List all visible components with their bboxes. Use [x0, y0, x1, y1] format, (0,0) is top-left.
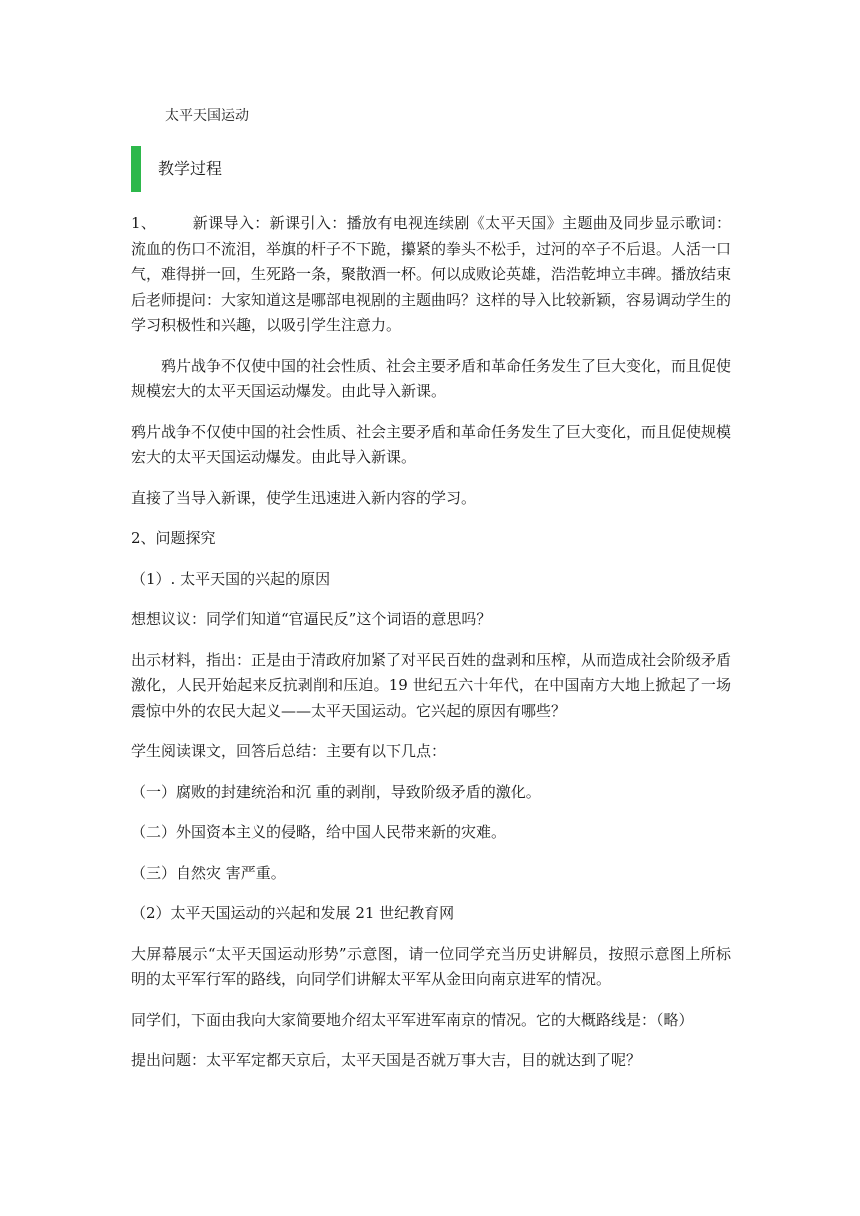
section-title: 教学过程: [158, 159, 223, 178]
paragraph: 学生阅读课文，回答后总结：主要有以下几点：: [131, 742, 447, 760]
section-accent-bar: [131, 146, 141, 192]
paragraph: （1）. 太平天国的兴起的原因: [131, 569, 331, 588]
paragraph: 鸦片战争不仅使中国的社会性质、社会主要矛盾和革命任务发生了巨大变化，而且促使规模宏大的太平天国运动爆发。由此导入新课。: [131, 422, 732, 466]
document-subtitle: 太平天国运动: [165, 108, 249, 124]
paragraph: 想想议议：同学们知道“官逼民反”这个词语的意思吗？: [131, 610, 492, 628]
paragraph: （一）腐败的封建统治和沉 重的剥削，导致阶级矛盾的激化。: [131, 782, 541, 801]
paragraph: （三）自然灾 害严重。: [131, 863, 286, 882]
paragraph-intro: [131, 211, 731, 339]
paragraph: （2）太平天国运动的兴起和发展 21 世纪教育网: [131, 904, 455, 922]
paragraph-text: 新课导入：新课引入：播放有电视连续剧《太平天国》主题曲及同步显示歌词：流血的伤口不流泪，举旗的杆子不下跪，攥紧的拳头不松手，过河的卒子不后退。人活一口气，难得拼一回，生死路一条，聚散酒一杯。何以成败论英雄，浩浩乾坤立丰碑。播放结束后老师提问：大家知道这是哪部电视剧的主题曲吗？这样的导入比较新颖，容易调动学生的学习积极性和兴趣，以吸引学生注意力。: [131, 214, 732, 334]
paragraph-number: 1、: [131, 214, 157, 232]
paragraph: 鸦片战争不仅使中国的社会性质、社会主要矛盾和革命任务发生了巨大变化，而且促使规模宏大的太平天国运动爆发。由此导入新课。: [131, 356, 732, 400]
paragraph: 直接了当导入新课，使学生迅速进入新内容的学习。: [131, 488, 477, 507]
section-heading: [131, 146, 431, 192]
document-body: [131, 211, 731, 1089]
paragraph: 同学们，下面由我向大家简要地介绍太平军进军南京的情况。它的大概路线是：（略）: [131, 1010, 694, 1029]
paragraph: 出示材料，指出：正是由于清政府加紧了对平民百姓的盘剥和压榨，从而造成社会阶级矛盾激化，人民开始起来反抗剥削和压迫。19 世纪五六十年代，在中国南方大地上掀起了一场震惊中外的农民大起义——太平天国运动。它兴起的原因有哪些？: [131, 650, 732, 720]
paragraph: （二）外国资本主义的侵略，给中国人民带来新的灾难。: [131, 823, 507, 841]
paragraph: 2、问题探究: [131, 529, 216, 547]
paragraph: 大屏幕展示“太平天国运动形势”示意图，请一位同学充当历史讲解员，按照示意图上所标明的太平军行军的路线，向同学们讲解太平军从金田向南京进军的情况。: [131, 944, 731, 988]
paragraph: 提出问题：太平军定都天京后，太平天国是否就万事大吉，目的就达到了呢？: [131, 1051, 642, 1069]
